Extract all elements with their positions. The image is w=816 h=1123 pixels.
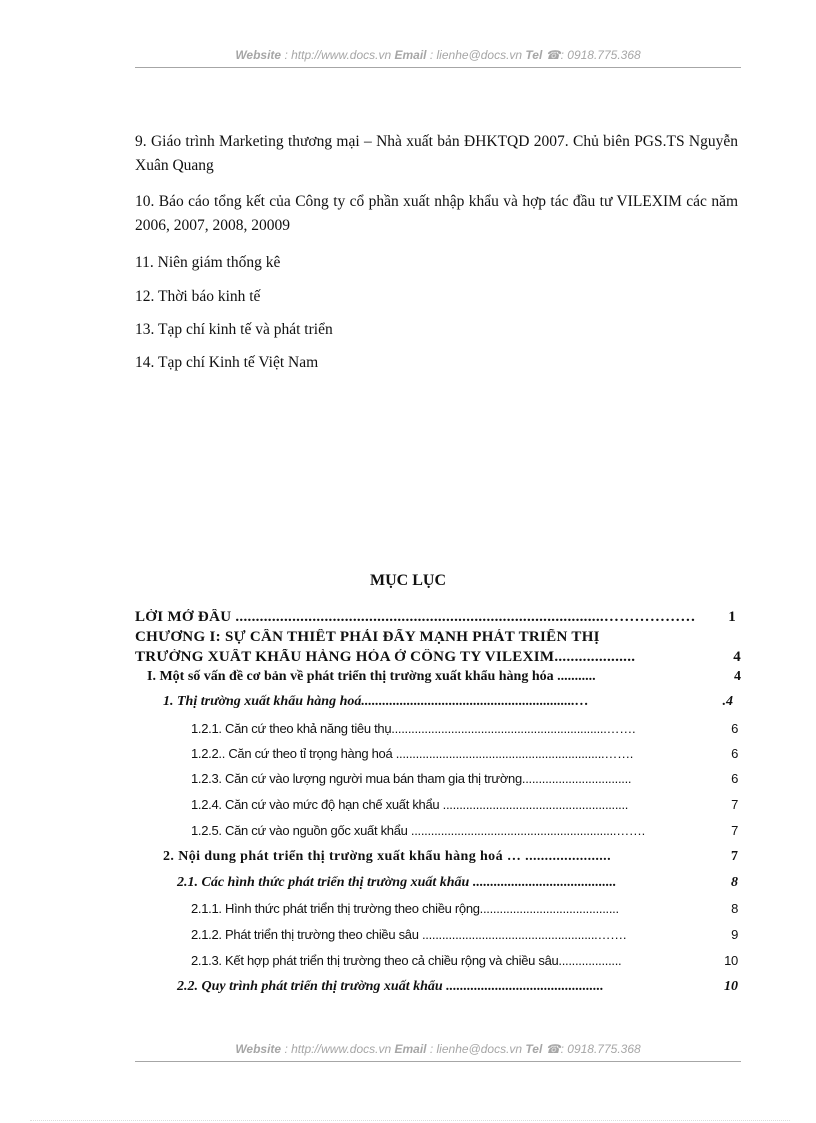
reference-item: 10. Báo cáo tổng kết của Công ty cổ phần xuất nhập khẩu và hợp tác đầu tư VILEXIM các năm 2006, 2007, 2008, 20009 <box>135 193 738 234</box>
toc-entry-page: 7 <box>731 849 738 864</box>
footer-rule <box>135 1061 741 1062</box>
toc-entry-page: 4 <box>734 669 741 684</box>
toc-entry-text: CHƯƠNG I: SỰ CẦN THIẾT PHẢI ĐẨY MẠNH PHÁT TRIỂN THỊ <box>135 629 600 645</box>
toc-entry-page: 7 <box>731 823 738 838</box>
toc-entry-page: 6 <box>731 771 738 786</box>
tel-number: ☎: 0918.775.368 <box>542 1042 641 1056</box>
toc-entry-text: 1.2.2.. Căn cứ theo tỉ trọng hàng hoá ...............................................................……. <box>191 746 634 761</box>
toc-entry-page: .4 <box>722 694 733 709</box>
toc-entry-text: 1. Thị trường xuất khẩu hàng hoá.............................................................… <box>163 694 589 709</box>
toc-title: MỤC LỤC <box>370 572 446 589</box>
email-label: Email <box>394 1042 427 1056</box>
tel-label: Tel <box>525 1042 543 1056</box>
reference-item: 9. Giáo trình Marketing thương mại – Nhà xuất bản ĐHKTQD 2007. Chủ biên PGS.TS Nguyễn Xuân Quang <box>135 133 738 174</box>
toc-entry[interactable] <box>135 875 741 895</box>
email-address[interactable]: : lienhe@docs.vn <box>426 48 526 62</box>
page-edge-divider <box>30 1120 790 1121</box>
toc-entry[interactable] <box>135 953 741 973</box>
reference-item: 13. Tạp chí kinh tế và phát triển <box>135 321 333 338</box>
toc-entry[interactable] <box>135 797 741 817</box>
toc-entry[interactable] <box>135 721 741 741</box>
website-label: Website <box>235 1042 282 1056</box>
toc-entry-text: 2.1.2. Phát triển thị trường theo chiều sâu .....................................................……. <box>191 927 627 942</box>
toc-entry-page: 1 <box>728 609 736 625</box>
toc-entry-text: 1.2.4. Căn cứ vào mức độ hạn chế xuất khẩu ........................................................ <box>191 797 629 812</box>
toc-entry[interactable] <box>135 609 741 629</box>
toc-entry[interactable] <box>135 649 741 669</box>
toc-entry-page: 6 <box>731 721 738 736</box>
toc-entry[interactable] <box>135 901 741 921</box>
reference-item: 14. Tạp chí Kinh tế Việt Nam <box>135 354 319 371</box>
toc-entry-text: 2.2. Quy trình phát triển thị trường xuất khẩu ............................................. <box>177 979 604 994</box>
toc-entry[interactable] <box>135 694 741 714</box>
toc-entry-text: 2.1.3. Kết hợp phát triển thị trường theo cả chiều rộng và chiều sâu................... <box>191 953 622 968</box>
website-url[interactable]: : http://www.docs.vn <box>281 48 395 62</box>
email-address[interactable]: : lienhe@docs.vn <box>426 1042 526 1056</box>
toc-entry[interactable] <box>135 669 741 689</box>
page-footer <box>135 1042 741 1062</box>
toc-entry-text: 2. Nội dung phát triển thị trường xuất khẩu hàng hoá … ...................... <box>163 849 611 864</box>
header-rule <box>135 67 741 68</box>
toc-entry-text: 2.1.1. Hình thức phát triển thị trường theo chiều rộng.......................................... <box>191 901 619 916</box>
toc-entry-text: 1.2.3. Căn cứ vào lượng người mua bán tham gia thị trường................................. <box>191 771 632 786</box>
toc-entry-page: 8 <box>731 901 738 916</box>
website-url[interactable]: : http://www.docs.vn <box>281 1042 395 1056</box>
toc-entry-text: I. Một số vấn đề cơ bản về phát triển thị trường xuất khẩu hàng hóa ........... <box>147 669 596 684</box>
email-label: Email <box>394 48 427 62</box>
page-header <box>135 48 741 68</box>
toc-entry[interactable] <box>135 823 741 843</box>
toc-entry-text: LỜI MỞ ĐẦU ...........................................................................................……………… <box>135 609 696 625</box>
website-label: Website <box>235 48 282 62</box>
reference-item: 11. Niên giám thống kê <box>135 254 281 271</box>
toc-entry-page: 6 <box>731 746 738 761</box>
toc-entry[interactable] <box>135 771 741 791</box>
toc-entry-page: 10 <box>724 953 738 968</box>
toc-entry[interactable] <box>135 849 741 869</box>
toc-entry[interactable] <box>135 927 741 947</box>
toc-entry-page: 8 <box>731 875 738 890</box>
tel-label: Tel <box>525 48 543 62</box>
tel-number: ☎: 0918.775.368 <box>542 48 641 62</box>
toc-entry-page: 7 <box>731 797 738 812</box>
toc-entry-text: TRƯỜNG XUẤT KHẨU HÀNG HÓA Ở CÔNG TY VILEXIM.................... <box>135 649 636 665</box>
toc-entry[interactable] <box>135 979 741 999</box>
toc-entry[interactable] <box>135 629 741 649</box>
toc-entry-text: 1.2.1. Căn cứ theo khả năng tiêu thụ.................................................................……. <box>191 721 636 736</box>
toc-entry[interactable] <box>135 746 741 766</box>
reference-item: 12. Thời báo kinh tế <box>135 288 261 305</box>
toc-entry-page: 4 <box>733 649 741 665</box>
toc-entry-page: 10 <box>724 979 738 994</box>
toc-entry-text: 2.1. Các hình thức phát triển thị trường xuất khẩu ......................................... <box>177 875 617 890</box>
toc-entry-page: 9 <box>731 927 738 942</box>
toc-entry-text: 1.2.5. Căn cứ vào nguồn gốc xuất khẩu ..............................................................……. <box>191 823 645 838</box>
